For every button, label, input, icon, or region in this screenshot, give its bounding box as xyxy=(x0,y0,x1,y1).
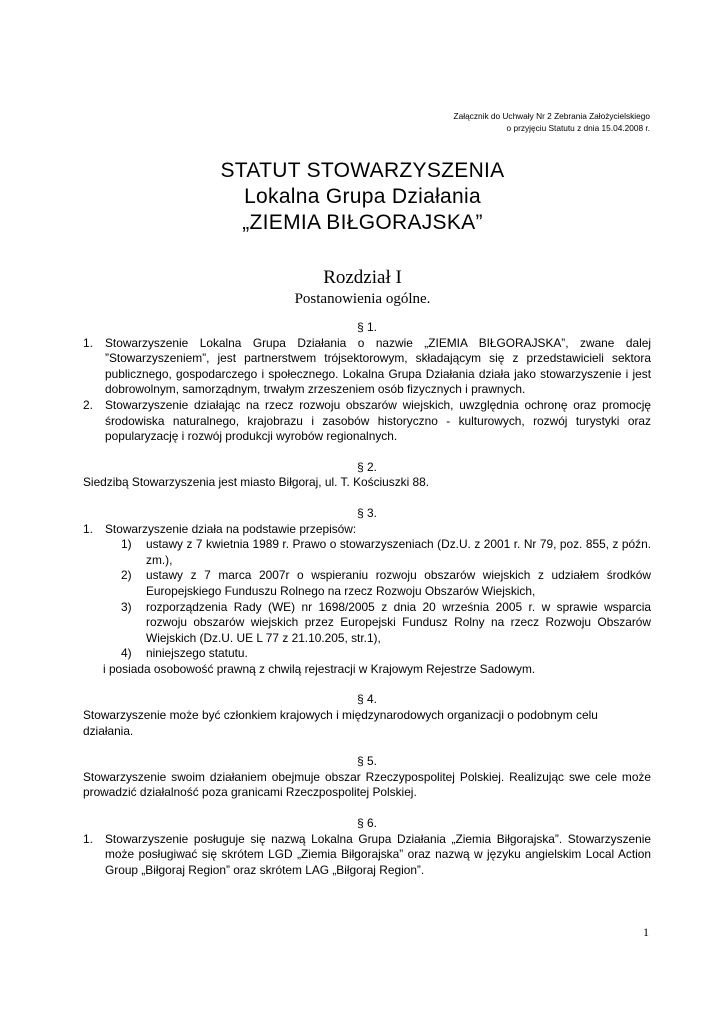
sub-item-text: niniejszego statutu. xyxy=(146,646,248,661)
annex-note xyxy=(454,110,650,134)
section-3-closing: i posiada osobowość prawną z chwilą rejestracji w Krajowym Rejestrze Sadowym. xyxy=(103,661,536,676)
sub-list-item xyxy=(121,646,651,662)
item-text: Stowarzyszenie posługuje się nazwą Lokalna Grupa Działania „Ziemia Biłgorajska”. Stowarzyszenie może posługiwać się skrótem LGD „Ziemia Biłgorajska” oraz nazwą w języku angielskim Local Action Group „Biłgoraj Region” oraz skrótem LAG „Biłgoraj Region”. xyxy=(105,831,651,877)
section-mark-1: § 1. xyxy=(357,320,377,334)
sub-list-item xyxy=(121,600,651,647)
sub-item-text: ustawy z 7 marca 2007r o wspieraniu rozwoju obszarów wiejskich z udziałem środków Europejskiego Funduszu Rolnego na rzecz Rozwoju Obszarów Wiejskich, xyxy=(146,568,651,598)
list-item xyxy=(83,336,651,398)
chapter-subtitle: Postanowienia ogólne. xyxy=(294,291,431,307)
section-mark-2: § 2. xyxy=(357,459,377,474)
page-number: 1 xyxy=(643,925,649,939)
list-item xyxy=(83,832,651,879)
item-text: Stowarzyszenie działając na rzecz rozwoju obszarów wiejskich, uwzględnia ochronę oraz promocję środowiska naturalnego, krajobrazu i zasobów historyczno - kulturowych, rozwój turystyki oraz popularyzację i rozwój produkcji wyrobów regionalnych. xyxy=(105,397,651,444)
section-mark-4: § 4. xyxy=(357,692,377,707)
title-line-3: „ZIEMIA BIŁGORAJSKA” xyxy=(242,211,483,234)
sub-list-item xyxy=(121,537,651,568)
sub-item-text: rozporządzenia Rady (WE) nr 1698/2005 z dnia 20 września 2005 r. w sprawie wsparcia rozwoju obszarów wiejskich przez Europejski Fundusz Rolny na rzecz Rozwoju Obszarów Wiejskich (Dz.U. UE L 77 z 21.10.205, str.1), xyxy=(146,599,651,645)
list-item xyxy=(83,522,651,538)
section-mark-6: § 6. xyxy=(357,816,377,831)
section-5-text: Stowarzyszenie swoim działaniem obejmuje obszar Rzeczypospolitej Polskiej. Realizując swe cele może prowadzić działalność poza granicami Rzeczpospolitej Polskiej. xyxy=(83,769,651,800)
item-text: Stowarzyszenie Lokalna Grupa Działania o nazwie „ZIEMIA BIŁGORAJSKA”, zwane dalej ”Stowarzyszeniem”, jest partnerstwem trójsektorowym, składającym się z przedstawicieli sektora publicznego, gospodarczego i społecznego. Lokalna Grupa Działania działa jako stowarzyszenie i jest dobrowolnym, samorządnym, trwałym zrzeszeniem osób fizycznych i prawnych. xyxy=(105,335,651,397)
document-title xyxy=(0,158,725,236)
item-number: 1. xyxy=(83,521,93,536)
title-line-1: STATUT STOWARZYSZENIA xyxy=(220,159,505,182)
sub-item-number: 2) xyxy=(121,568,132,583)
sub-item-text: ustawy z 7 kwietnia 1989 r. Prawo o stowarzyszeniach (Dz.U. z 2001 r. Nr 79, poz. 855, z późn. zm.), xyxy=(146,537,651,567)
item-text: Stowarzyszenie działa na podstawie przepisów: xyxy=(105,521,357,536)
section-2-text: Siedzibą Stowarzyszenia jest miasto Biłgoraj, ul. T. Kościuszki 88. xyxy=(83,475,430,490)
sub-item-number: 3) xyxy=(121,599,132,614)
chapter-heading xyxy=(0,267,725,309)
sub-item-number: 4) xyxy=(121,646,132,661)
item-number: 2. xyxy=(83,397,93,412)
annex-line-1: Załącznik do Uchwały Nr 2 Zebrania Założycielskiego xyxy=(453,111,650,121)
section-mark-5: § 5. xyxy=(357,754,377,769)
title-line-2: Lokalna Grupa Działania xyxy=(244,185,481,208)
annex-line-2: o przyjęciu Statutu z dnia 15.04.2008 r. xyxy=(506,123,650,133)
item-number: 1. xyxy=(83,831,93,846)
sub-list xyxy=(121,537,651,662)
document-body xyxy=(83,320,651,878)
sub-list-item xyxy=(121,568,651,599)
chapter-title: Rozdział I xyxy=(323,267,402,288)
item-number: 1. xyxy=(83,335,93,350)
list-item xyxy=(83,398,651,445)
sub-item-number: 1) xyxy=(121,537,132,552)
section-mark-3: § 3. xyxy=(357,505,377,520)
section-4-text: Stowarzyszenie może być członkiem krajowych i międzynarodowych organizacji o podobnym celu działania. xyxy=(83,708,598,738)
